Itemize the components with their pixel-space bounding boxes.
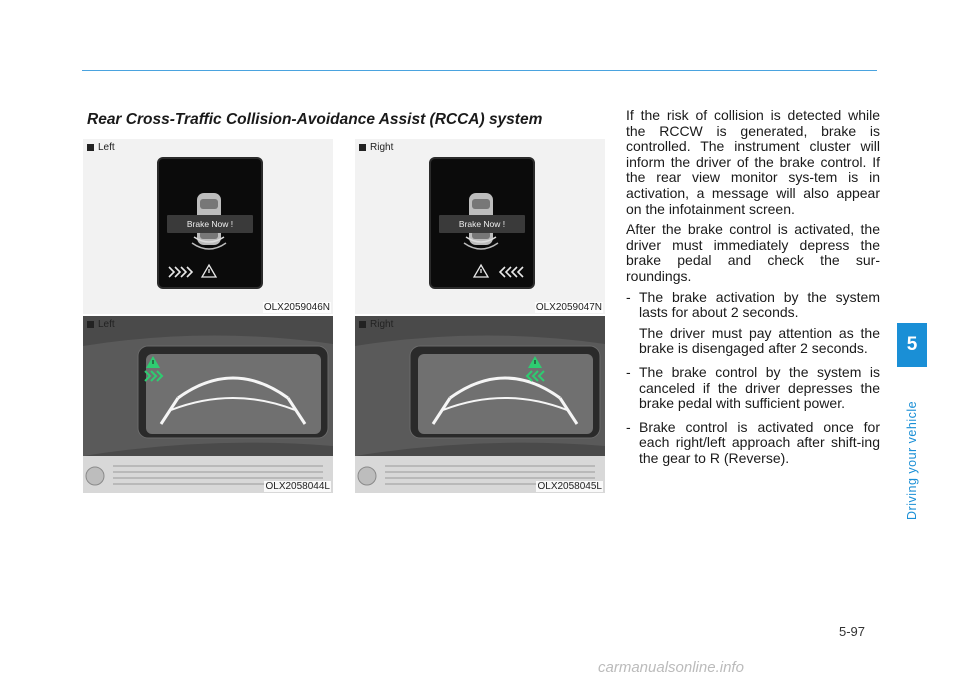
panel-label: Right — [359, 319, 393, 330]
cluster-panel-right — [355, 139, 605, 314]
instrument-cluster-display — [157, 157, 263, 289]
square-bullet-icon — [359, 144, 366, 151]
list-item-text: The brake control by the system is canceled if the driver depresses the brake pedal with sufficient power. — [639, 363, 880, 412]
warning-triangle-icon — [159, 159, 261, 287]
list-item-text: The brake activation by the system lasts for about 2 seconds. — [639, 288, 880, 321]
chevrons-left-icon — [431, 159, 533, 287]
image-code: OLX2058045L — [537, 481, 602, 492]
chevrons-right-icon — [83, 316, 333, 493]
panel-label: Left — [87, 142, 115, 153]
instrument-cluster-display — [429, 157, 535, 289]
cluster-panel-left — [83, 139, 333, 314]
chevrons-left-icon — [355, 316, 605, 493]
list-item: - The brake activation by the system lasts for about 2 seconds. The driver must pay attention as the brake is disengaged after 2 seconds. — [626, 288, 880, 357]
image-code: OLX2059047N — [535, 302, 602, 313]
infotainment-panel-left — [83, 316, 333, 493]
chapter-title: Driving your vehicle — [905, 400, 919, 520]
body-text — [626, 108, 880, 474]
list-item: - The brake control by the system is canceled if the driver depresses the brake pedal with sufficient power. — [626, 363, 880, 412]
square-bullet-icon — [87, 144, 94, 151]
brake-now-badge: Brake Now ! — [439, 215, 525, 233]
list-item-subtext: The driver must pay attention as the brake is disengaged after 2 seconds. — [639, 324, 880, 357]
infotainment-panel-right — [355, 316, 605, 493]
square-bullet-icon — [87, 321, 94, 328]
page-number: 5-97 — [839, 624, 866, 639]
list-item-text: Brake control is activated once for each right/left approach after shift-ing the gear to R (Reverse). — [639, 418, 880, 466]
section-title: Rear Cross-Traffic Collision-Avoidance Assist (RCCA) system — [87, 111, 543, 128]
chapter-number-tab: 5 — [897, 323, 927, 367]
image-code: OLX2058044L — [265, 481, 330, 492]
footer-watermark: carmanualsonline.info — [598, 659, 744, 676]
square-bullet-icon — [359, 321, 366, 328]
paragraph: If the risk of collision is detected while the RCCW is generated, brake is controlled. The instrument cluster will inform the driver of the brake control. If the rear view monitor sys-tem is in activation, a message will also appear on the infotainment screen. — [626, 107, 880, 217]
panel-label: Right — [359, 142, 393, 153]
header-rule — [82, 70, 877, 71]
list-item: - Brake control is activated once for each right/left approach after shift-ing the gear to R (Reverse). — [626, 418, 880, 466]
brake-now-badge: Brake Now ! — [167, 215, 253, 233]
panel-label: Left — [87, 319, 115, 330]
image-code: OLX2059046N — [263, 302, 330, 313]
paragraph: After the brake control is activated, the driver must immediately depress the brake pedal and check the sur-roundings. — [626, 221, 880, 284]
